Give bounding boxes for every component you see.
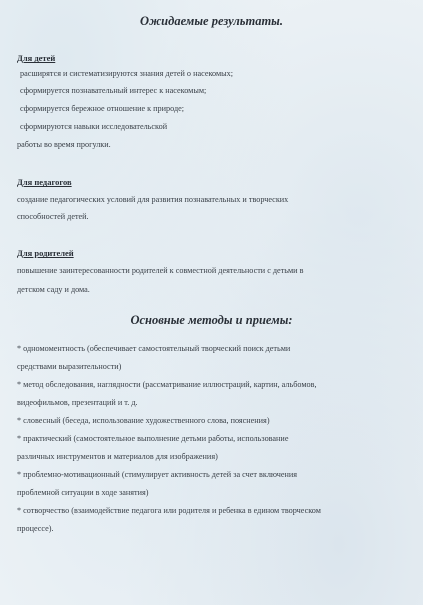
method-line: видеофильмов, презентаций и т. д. (17, 398, 138, 407)
section-title-teachers: Для педагогов (17, 177, 72, 187)
teachers-line: способностей детей. (17, 212, 89, 221)
teachers-line: создание педагогических условий для развития познавательных и творческих (17, 195, 289, 204)
methods-heading: Основные методы и приемы: (130, 313, 293, 327)
method-line: * практический (самостоятельное выполнение детьми работы, использование (17, 434, 289, 443)
method-line: проблемной ситуации в ходе занятия) (17, 488, 149, 497)
method-line: различных инструментов и материалов для изображения) (17, 452, 218, 461)
method-line: * словесный (беседа, использование художественного слова, пояснения) (17, 416, 270, 425)
method-line: * метод обследования, наглядности (рассматривание иллюстраций, картин, альбомов, (17, 380, 317, 389)
method-line: средствами выразительности) (17, 362, 122, 371)
parents-line: детском саду и дома. (17, 285, 90, 294)
method-line: процессе). (17, 524, 54, 533)
method-line: * проблемно-мотивационный (стимулирует активность детей за счет включения (17, 470, 297, 479)
expected-results-heading: Ожидаемые результаты. (140, 14, 283, 28)
method-line: * сотворчество (взаимодействие педагога или родителя и ребенка в едином творческом (17, 506, 321, 515)
children-line: работы во время прогулки. (17, 140, 111, 149)
method-line: * одномоментность (обеспечивает самостоятельный творческий поиск детьми (17, 344, 291, 353)
children-line: сформируется бережное отношение к природе; (20, 104, 185, 113)
section-title-parents: Для родителей (17, 248, 74, 258)
children-line: сформируется познавательный интерес к насекомым; (20, 86, 207, 95)
section-title-children: Для детей (17, 53, 56, 63)
parents-line: повышение заинтересованности родителей к совместной деятельности с детьми в (17, 266, 304, 275)
children-line: сформируются навыки исследовательской (20, 122, 168, 131)
children-line: расширятся и систематизируются знания детей о насекомых; (20, 69, 233, 78)
